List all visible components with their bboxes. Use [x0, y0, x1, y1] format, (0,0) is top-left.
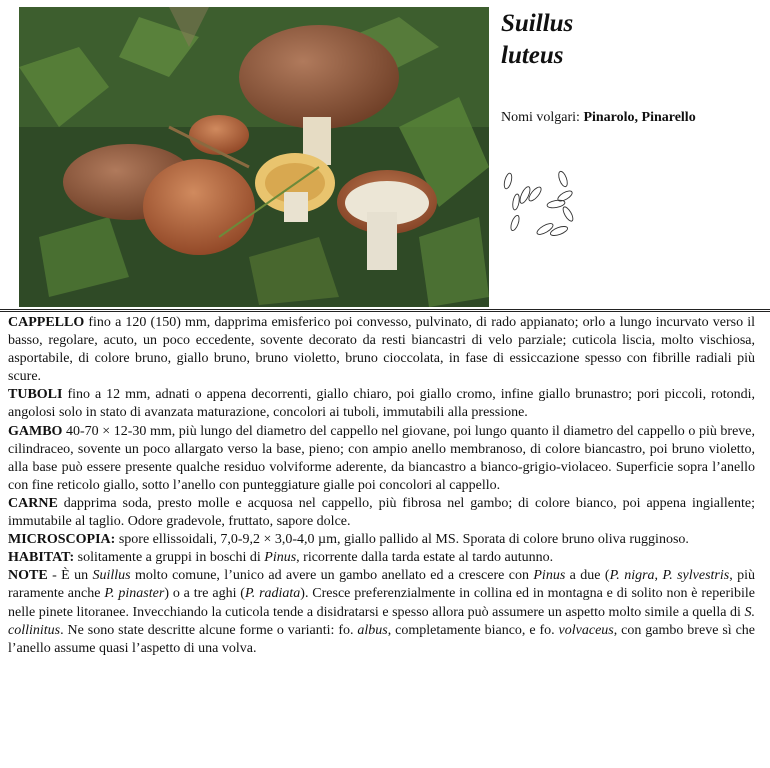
section-text: 40-70 × 12-30 mm, più lungo del diametro del cappello nel giovane, poi lungo quanto il diametro del cappello o più breve, cilindraceo, sovente un poco allargato verso la base, pieno; con ampio anello membranoso, di colore biancastro, poi bruno violetto, alla base può essere presente qualche residuo volviforme aderente, da biancastro a bianco-grigio-violaceo. Superficie sopra l’anello con fine reticolo giallo, sotto l’anello con punteggiature gialle poi concolori al cappello.	[8, 423, 755, 493]
section-text: , più raramente anche	[8, 568, 755, 602]
section-microscopia	[8, 531, 755, 549]
section-tuboli	[8, 386, 755, 422]
section-text: fino a 12 mm, adnati o appena decorrenti, giallo chiaro, poi giallo cromo, infine giallo brunastro; pori piccoli, rotondi, angolosi solo in stato di avanzata maturazione, concolori ai tuboli, immutabili alla pressione.	[8, 387, 755, 421]
section-text: . Ne sono state descritte alcune forme o varianti: fo.	[60, 622, 358, 638]
spores-illustration	[500, 168, 584, 246]
common-names-label: Nomi volgari:	[501, 110, 584, 125]
species-title-epithet: luteus	[501, 42, 564, 69]
section-text: solitamente a gruppi in boschi di	[74, 550, 265, 566]
common-names	[501, 110, 696, 126]
section-text: , con gambo breve sì che l’anello assume quasi l’aspetto di una volva.	[8, 622, 755, 656]
section-text-italic: volvaceus	[558, 622, 614, 638]
section-text: - È un	[47, 568, 93, 584]
section-label: GAMBO	[8, 423, 63, 439]
section-text-italic: Pinus	[533, 568, 566, 584]
section-text: ). Cresce preferenzialmente in collina ed in montagna e di solito non è reperibile nelle pinete litoranee. Invecchiando la cuticola tende a disidratarsi e spesso allora può assumere un aspetto molto simile a quella di	[8, 586, 755, 620]
species-title	[501, 8, 573, 72]
section-habitat	[8, 549, 755, 567]
section-label: MICROSCOPIA:	[8, 532, 116, 548]
section-text-italic: Suillus	[92, 568, 131, 584]
section-note	[8, 567, 755, 657]
mushroom-photo	[19, 7, 489, 307]
section-label: HABITAT:	[8, 550, 75, 566]
section-text: , ricorrente dalla tarda estate al tardo autunno.	[296, 550, 554, 566]
section-text: ) o a tre aghi (	[164, 586, 245, 602]
section-cappello	[8, 314, 755, 386]
section-text: fino a 120 (150) mm, dapprima emisferico poi convesso, pulvinato, di rado appianato; orlo a lungo incurvato verso il basso, regolare, acuto, un poco eccedente, sovente decorato da resti biancastri di velo parziale; cuticola liscia, molto vischiosa, asportabile, di colore bruno, giallo bruno, bruno violetto, bruno cioccolata, in fase di essiccazione spesso con fibrille radiali più scure.	[8, 315, 755, 385]
section-gambo	[8, 423, 755, 495]
section-text: spore ellissoidali, 7,0-9,2 × 3,0-4,0 µm, giallo pallido al MS. Sporata di colore bruno oliva rugginoso.	[115, 532, 689, 548]
section-text: dapprima soda, presto molle e acquosa nel cappello, più fibrosa nel gambo; di colore bianco, poi appena ingiallente; immutabile al taglio. Odore gradevole, fruttato, sapore dolce.	[8, 495, 755, 530]
section-text: ,	[654, 568, 663, 584]
section-text: , completamente bianco, e fo.	[387, 622, 559, 638]
section-text-italic: P. sylvestris	[662, 568, 730, 584]
common-names-value: Pinarolo, Pinarello	[583, 110, 696, 125]
section-text-italic: P. nigra	[609, 568, 655, 584]
section-text: molto comune, l’unico ad avere un gambo anellato ed a crescere con	[130, 568, 534, 584]
section-text-italic: Pinus	[264, 550, 297, 566]
section-text-italic: S. collinitus	[8, 604, 755, 638]
section-label: CARNE	[8, 495, 58, 511]
description-body	[8, 314, 755, 658]
section-divider	[0, 309, 770, 312]
species-title-genus: Suillus	[501, 10, 574, 37]
section-text-italic: albus	[357, 622, 388, 638]
section-text-italic: P. radiata	[244, 586, 301, 602]
section-carne	[8, 495, 755, 531]
section-text-italic: P. pinaster	[104, 586, 165, 602]
section-label: TUBOLI	[8, 387, 63, 403]
section-label: CAPPELLO	[8, 315, 85, 330]
section-label: NOTE	[8, 568, 48, 584]
section-text: a due (	[565, 568, 610, 584]
